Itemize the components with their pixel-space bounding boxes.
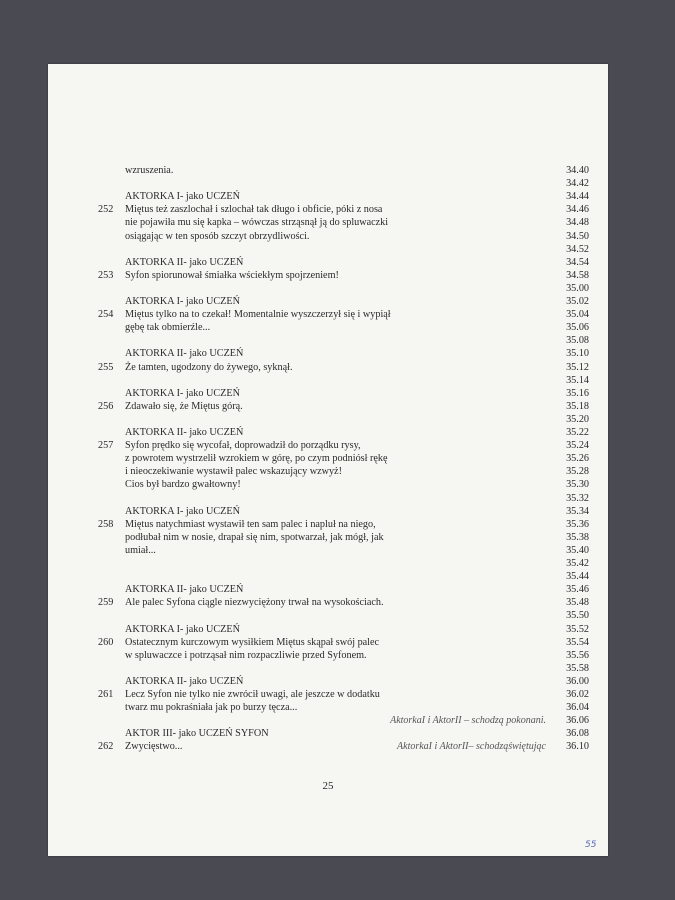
script-line <box>48 282 608 295</box>
timecode: 35.28 <box>566 466 589 478</box>
script-line <box>48 596 608 609</box>
script-page <box>48 64 608 856</box>
timecode: 35.12 <box>566 361 589 373</box>
line-text: w spluwaczce i potrząsał nim rozpaczliwie przed Syfonem. <box>125 649 367 661</box>
page-number: 25 <box>322 780 334 792</box>
line-text: Lecz Syfon nie tylko nie zwrócił uwagi, ale jeszcze w dodatku <box>125 689 380 700</box>
script-line <box>48 321 608 334</box>
script-line <box>48 701 608 714</box>
line-number: 259 <box>98 597 114 609</box>
script-line <box>48 714 608 727</box>
line-text: Że tamten, ugodzony do żywego, syknął. <box>125 361 293 373</box>
line-text: AKTORKA II- jako UCZEŃ <box>125 427 244 438</box>
line-text: podłubał nim w nosie, drapał się nim, spotwarzał, jak mógł, jak <box>125 531 384 543</box>
script-line <box>48 452 608 465</box>
timecode: 35.24 <box>566 440 589 452</box>
script-line <box>48 256 608 269</box>
timecode: 35.16 <box>566 387 589 399</box>
line-text: umiał... <box>125 544 156 556</box>
line-text: AKTOR III- jako UCZEŃ SYFON <box>125 728 269 740</box>
stage-direction: AktorkaI i AktorII– schodząświętując <box>397 741 546 753</box>
timecode: 36.10 <box>566 741 589 753</box>
timecode: 36.08 <box>566 728 589 740</box>
script-line <box>48 374 608 387</box>
timecode: 35.42 <box>566 558 589 569</box>
script-line <box>48 492 608 505</box>
line-text: i nieoczekiwanie wystawił palec wskazujący wzwyż! <box>125 466 342 478</box>
script-line <box>48 623 608 636</box>
handwritten-page-mark: 55 <box>585 840 597 850</box>
line-text: AKTORKA II- jako UCZEŃ <box>125 256 244 268</box>
script-line <box>48 544 608 557</box>
timecode: 35.22 <box>566 427 589 438</box>
timecode: 36.04 <box>566 702 589 714</box>
line-number: 254 <box>98 309 114 321</box>
script-line <box>48 439 608 452</box>
line-text: AKTORKA I- jako UCZEŃ <box>125 191 240 203</box>
line-text: gębę tak obmierźle... <box>125 322 211 334</box>
script-line <box>48 216 608 229</box>
script-line <box>48 426 608 439</box>
timecode: 35.48 <box>566 597 589 609</box>
timecode: 35.36 <box>566 518 589 530</box>
line-number: 261 <box>98 689 114 700</box>
timecode: 35.26 <box>566 453 589 465</box>
line-number: 262 <box>98 741 114 753</box>
line-text: Miętus natychmiast wystawił ten sam palec i napluł na niego, <box>125 518 376 530</box>
stage-direction: AktorkaI i AktorII – schodzą pokonani. <box>390 715 546 727</box>
script-line <box>48 688 608 701</box>
script-line <box>48 662 608 675</box>
line-number: 258 <box>98 518 114 530</box>
line-text: AKTORKA II- jako UCZEŃ <box>125 584 244 596</box>
line-number: 260 <box>98 636 114 648</box>
script-line <box>48 583 608 596</box>
timecode: 35.20 <box>566 413 589 425</box>
script-line <box>48 675 608 688</box>
timecode: 36.02 <box>566 689 589 700</box>
timecode: 35.10 <box>566 348 589 360</box>
line-text: Cios był bardzo gwałtowny! <box>125 479 241 491</box>
script-line <box>48 531 608 544</box>
line-number: 252 <box>98 204 114 216</box>
line-text: Zdawało się, że Miętus górą. <box>125 400 243 412</box>
line-text: Syfon spiorunował śmiałka wściekłym spojrzeniem! <box>125 269 339 281</box>
script-line <box>48 478 608 491</box>
timecode: 35.52 <box>566 623 589 635</box>
timecode: 34.46 <box>566 204 589 216</box>
script-line <box>48 203 608 216</box>
timecode: 34.42 <box>566 178 589 190</box>
timecode: 35.30 <box>566 479 589 491</box>
script-line <box>48 308 608 321</box>
line-number: 253 <box>98 269 114 281</box>
timecode: 35.06 <box>566 322 589 334</box>
script-line <box>48 334 608 347</box>
script-line <box>48 727 608 740</box>
timecode: 35.58 <box>566 662 589 674</box>
timecode: 35.56 <box>566 649 589 661</box>
script-line <box>48 295 608 308</box>
script-line <box>48 505 608 518</box>
line-number: 257 <box>98 440 114 452</box>
script-line <box>48 518 608 531</box>
timecode: 35.08 <box>566 335 589 347</box>
timecode: 35.04 <box>566 309 589 321</box>
timecode: 35.44 <box>566 571 589 583</box>
script-line <box>48 740 608 753</box>
timecode: 34.40 <box>566 165 589 176</box>
line-text: osiągając w ten sposób szczyt obrzydliwości. <box>125 230 310 242</box>
timecode: 35.14 <box>566 374 589 386</box>
script-line <box>48 609 608 622</box>
script-line <box>48 177 608 190</box>
line-number: 255 <box>98 361 114 373</box>
timecode: 35.50 <box>566 610 589 622</box>
line-text: AKTORKA I- jako UCZEŃ <box>125 505 240 517</box>
timecode: 35.40 <box>566 544 589 556</box>
line-text: AKTORKA I- jako UCZEŃ <box>125 387 240 399</box>
script-line <box>48 230 608 243</box>
line-text: twarz mu pokraśniała jak po burzy tęcza... <box>125 702 298 714</box>
timecode: 35.34 <box>566 505 589 517</box>
script-line <box>48 190 608 203</box>
line-text: AKTORKA II- jako UCZEŃ <box>125 675 244 687</box>
line-text: Ostatecznym kurczowym wysiłkiem Miętus skąpał swój palec <box>125 636 380 648</box>
line-text: z powrotem wystrzelił wzrokiem w górę, po czym podniósł rękę <box>125 453 388 465</box>
timecode: 35.02 <box>566 296 589 307</box>
timecode: 35.38 <box>566 531 589 543</box>
timecode: 34.50 <box>566 230 589 242</box>
timecode: 34.48 <box>566 217 589 229</box>
timecode: 34.54 <box>566 256 589 268</box>
line-text: Zwycięstwo... <box>125 741 183 753</box>
script-line <box>48 570 608 583</box>
timecode: 34.58 <box>566 269 589 281</box>
timecode: 35.18 <box>566 400 589 412</box>
line-text: Miętus tylko na to czekał! Momentalnie wyszczerzył się i wypiął <box>125 309 391 321</box>
script-line <box>48 400 608 413</box>
script-line <box>48 347 608 360</box>
script-line <box>48 557 608 570</box>
line-number: 256 <box>98 400 114 412</box>
line-text: Miętus też zaszlochał i szlochał tak długo i obficie, póki z nosa <box>125 204 383 216</box>
script-line <box>48 269 608 282</box>
timecode: 34.52 <box>566 243 589 255</box>
timecode: 35.32 <box>566 492 589 504</box>
line-text: wzruszenia. <box>125 165 174 176</box>
script-line <box>48 649 608 662</box>
script-line <box>48 387 608 400</box>
timecode: 36.00 <box>566 675 589 687</box>
line-text: AKTORKA I- jako UCZEŃ <box>125 623 240 635</box>
line-text: AKTORKA I- jako UCZEŃ <box>125 296 240 307</box>
line-text: Syfon prędko się wycofał, doprowadził do porządku rysy, <box>125 440 361 452</box>
script-line <box>48 164 608 177</box>
script-line <box>48 361 608 374</box>
script-line <box>48 465 608 478</box>
timecode: 34.44 <box>566 191 589 203</box>
script-line <box>48 636 608 649</box>
timecode: 36.06 <box>566 715 589 727</box>
timecode: 35.54 <box>566 636 589 648</box>
script-line <box>48 243 608 256</box>
script-line <box>48 413 608 426</box>
line-text: Ale palec Syfona ciągle niezwyciężony trwał na wysokościach. <box>125 597 384 609</box>
timecode: 35.46 <box>566 584 589 596</box>
timecode: 35.00 <box>566 282 589 294</box>
line-text: nie pojawiła mu się kapka – wówczas strząsnął ją do spluwaczki <box>125 217 389 229</box>
line-text: AKTORKA II- jako UCZEŃ <box>125 348 244 360</box>
